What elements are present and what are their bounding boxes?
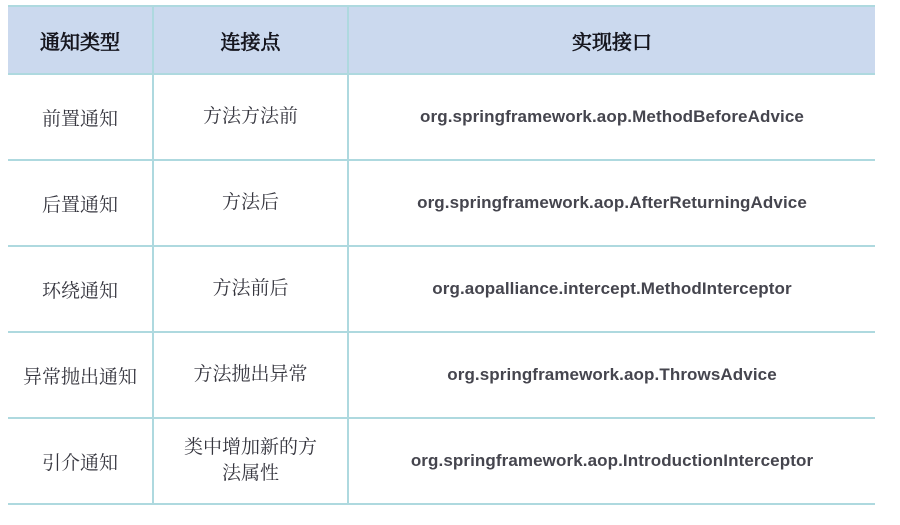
join-point-cell: 类中增加新的方法属性	[153, 418, 348, 504]
table-row	[8, 160, 875, 246]
aop-advice-table-container	[8, 5, 875, 505]
join-point-cell: 方法后	[153, 160, 348, 246]
interface-cell: org.aopalliance.intercept.MethodInterceptor	[348, 246, 875, 332]
table-row	[8, 74, 875, 160]
interface-cell: org.springframework.aop.AfterReturningAdvice	[348, 160, 875, 246]
header-row	[8, 6, 875, 74]
join-point-cell: 方法方法前	[153, 74, 348, 160]
interface-cell: org.springframework.aop.IntroductionInterceptor	[348, 418, 875, 504]
advice-type-cell: 后置通知	[8, 160, 153, 246]
join-point-cell: 方法前后	[153, 246, 348, 332]
table-body	[8, 74, 875, 504]
table-row	[8, 418, 875, 504]
column-header-advice-type: 通知类型	[8, 6, 153, 74]
column-header-interface: 实现接口	[348, 6, 875, 74]
advice-type-cell: 前置通知	[8, 74, 153, 160]
interface-cell: org.springframework.aop.ThrowsAdvice	[348, 332, 875, 418]
advice-type-cell: 环绕通知	[8, 246, 153, 332]
interface-cell: org.springframework.aop.MethodBeforeAdvice	[348, 74, 875, 160]
advice-type-cell: 引介通知	[8, 418, 153, 504]
table-row	[8, 332, 875, 418]
join-point-cell: 方法抛出异常	[153, 332, 348, 418]
table-header	[8, 6, 875, 74]
advice-type-cell: 异常抛出通知	[8, 332, 153, 418]
aop-advice-table	[8, 5, 875, 505]
table-row	[8, 246, 875, 332]
column-header-join-point: 连接点	[153, 6, 348, 74]
